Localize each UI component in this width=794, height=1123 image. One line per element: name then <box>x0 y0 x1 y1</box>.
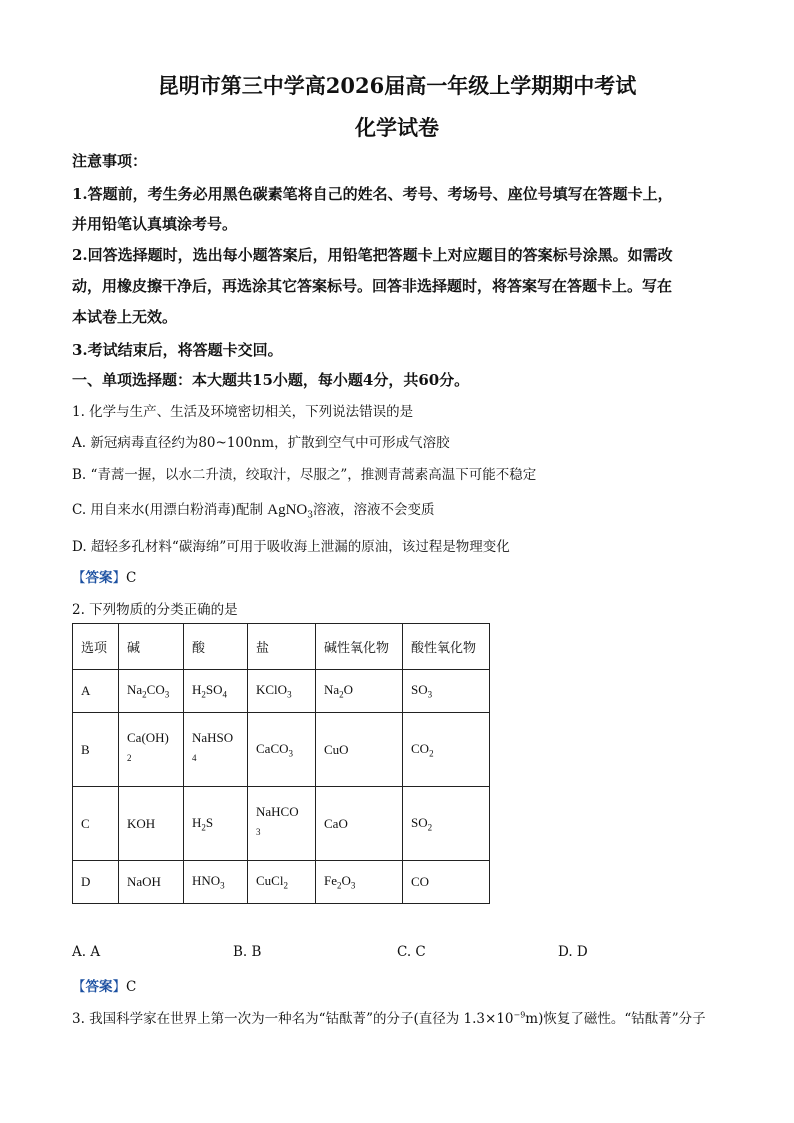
table-cell: CO <box>403 861 490 904</box>
table-cell: KClO$_3$ <box>248 670 316 713</box>
table-cell: B <box>73 713 119 787</box>
table-cell: $SO_2$ <box>403 787 490 861</box>
table-header-cell: 酸 <box>184 624 248 670</box>
table-header-cell: 碱 <box>119 624 184 670</box>
table-cell: CaCO$_3$ <box>248 713 316 787</box>
table-header-cell: 碱性氧化物 <box>316 624 403 670</box>
q1-option-b: B. “青蒿一握，以水二升渍，绞取汁，尽服之”，推测青蒿素高温下可能不稳定 <box>72 467 537 483</box>
q1-option-c-text: C. 用自来水(用漂白粉消毒)配制 <box>72 502 263 518</box>
q3-stem-suffix: m)恢复了磁性。“钴酞菁”分子 <box>525 1011 706 1027</box>
answer-value: C <box>126 570 137 586</box>
q2-answer <box>72 975 136 995</box>
q1-option-d: D. 超轻多孔材料“碳海绵”可用于吸收海上泄漏的原油，该过程是物理变化 <box>72 539 510 555</box>
q1-answer <box>72 566 136 586</box>
q2-option-c: C. C <box>397 944 426 960</box>
notice-item-2-line-1: 2.回答选择题时，选出每小题答案后，用铅笔把答题卡上对应题目的答案标号涂黑。如需改 <box>72 246 673 264</box>
q1-option-c <box>72 498 435 521</box>
table-row <box>73 861 490 904</box>
table-cell: $CO_2$ <box>403 713 490 787</box>
answer-bracket-open: 【 <box>72 570 86 586</box>
q1-option-a: A. 新冠病毒直径约为80~100nm，扩散到空气中可形成气溶胶 <box>72 435 450 451</box>
notice-item-2-line-3: 本试卷上无效。 <box>72 308 178 326</box>
table-cell: NaOH <box>119 861 184 904</box>
table-cell: $Fe_2O_3$ <box>316 861 403 904</box>
table-cell: $Na_2O$ <box>316 670 403 713</box>
table-row <box>73 670 490 713</box>
answer-bracket-open: 【 <box>72 979 86 995</box>
q2-option-d: D. D <box>558 944 588 960</box>
table-header-cell: 盐 <box>248 624 316 670</box>
q2-stem: 2. 下列物质的分类正确的是 <box>72 602 238 618</box>
table-cell: CuO <box>316 713 403 787</box>
table-cell: C <box>73 787 119 861</box>
q2-option-a: A. A <box>72 944 101 960</box>
notice-item-3: 3.考试结束后，将答题卡交回。 <box>72 341 283 359</box>
answer-label: 答案 <box>85 570 113 586</box>
q3-stem-text: 3. 我国科学家在世界上第一次为一种名为“钴酞菁”的分子(直径为 1.3×10 <box>72 1011 514 1027</box>
table-cell: KOH <box>119 787 184 861</box>
table-cell: $H_2S$ <box>184 787 248 861</box>
table-cell: Ca(OH) 2 <box>119 713 184 787</box>
answer-value: C <box>126 979 137 995</box>
q1-stem: 1. 化学与生产、生活及环境密切相关，下列说法错误的是 <box>72 404 414 420</box>
table-cell: D <box>73 861 119 904</box>
q2-option-b: B. B <box>233 944 262 960</box>
page-title: 昆明市第三中学高2026届高一年级上学期期中考试 <box>157 73 637 98</box>
table-cell: NaHCO 3 <box>248 787 316 861</box>
answer-bracket-close: 】 <box>112 979 126 995</box>
table-header-row <box>73 624 490 670</box>
q1-option-c-formula: AgNO <box>267 502 308 518</box>
classification-table <box>72 623 490 904</box>
q3-exponent: −9 <box>513 1010 526 1020</box>
q1-option-c-suffix: 溶液，溶液不会变质 <box>313 502 435 518</box>
table-header-cell: 选项 <box>73 624 119 670</box>
q3-stem <box>72 1007 706 1027</box>
section-heading: 一、单项选择题：本大题共15小题，每小题4分，共60分。 <box>72 371 470 389</box>
table-row <box>73 713 490 787</box>
table-cell: CuCl$_2$ <box>248 861 316 904</box>
table-cell: A <box>73 670 119 713</box>
q1-option-c-subscript: 3 <box>307 510 313 521</box>
answer-bracket-close: 】 <box>112 570 126 586</box>
table-cell: $SO_3$ <box>403 670 490 713</box>
table-header-cell: 酸性氧化物 <box>403 624 490 670</box>
table-cell: CaO <box>316 787 403 861</box>
page-subtitle: 化学试卷 <box>355 115 439 140</box>
table-cell: $Na_2CO_3$ <box>119 670 184 713</box>
table-row <box>73 787 490 861</box>
table-cell: NaHSO 4 <box>184 713 248 787</box>
table-cell: $H_2SO_4$ <box>184 670 248 713</box>
notice-item-1-line-1: 1.答题前，考生务必用黑色碳素笔将自己的姓名、考号、考场号、座位号填写在答题卡上， <box>72 185 673 203</box>
notice-item-1-line-2: 并用铅笔认真填涂考号。 <box>72 215 238 233</box>
answer-label: 答案 <box>85 979 113 995</box>
notice-heading: 注意事项： <box>72 152 148 170</box>
notice-item-2-line-2: 动，用橡皮擦干净后，再选涂其它答案标号。回答非选择题时，将答案写在答题卡上。写在 <box>72 277 673 295</box>
table-cell: $HNO_3$ <box>184 861 248 904</box>
